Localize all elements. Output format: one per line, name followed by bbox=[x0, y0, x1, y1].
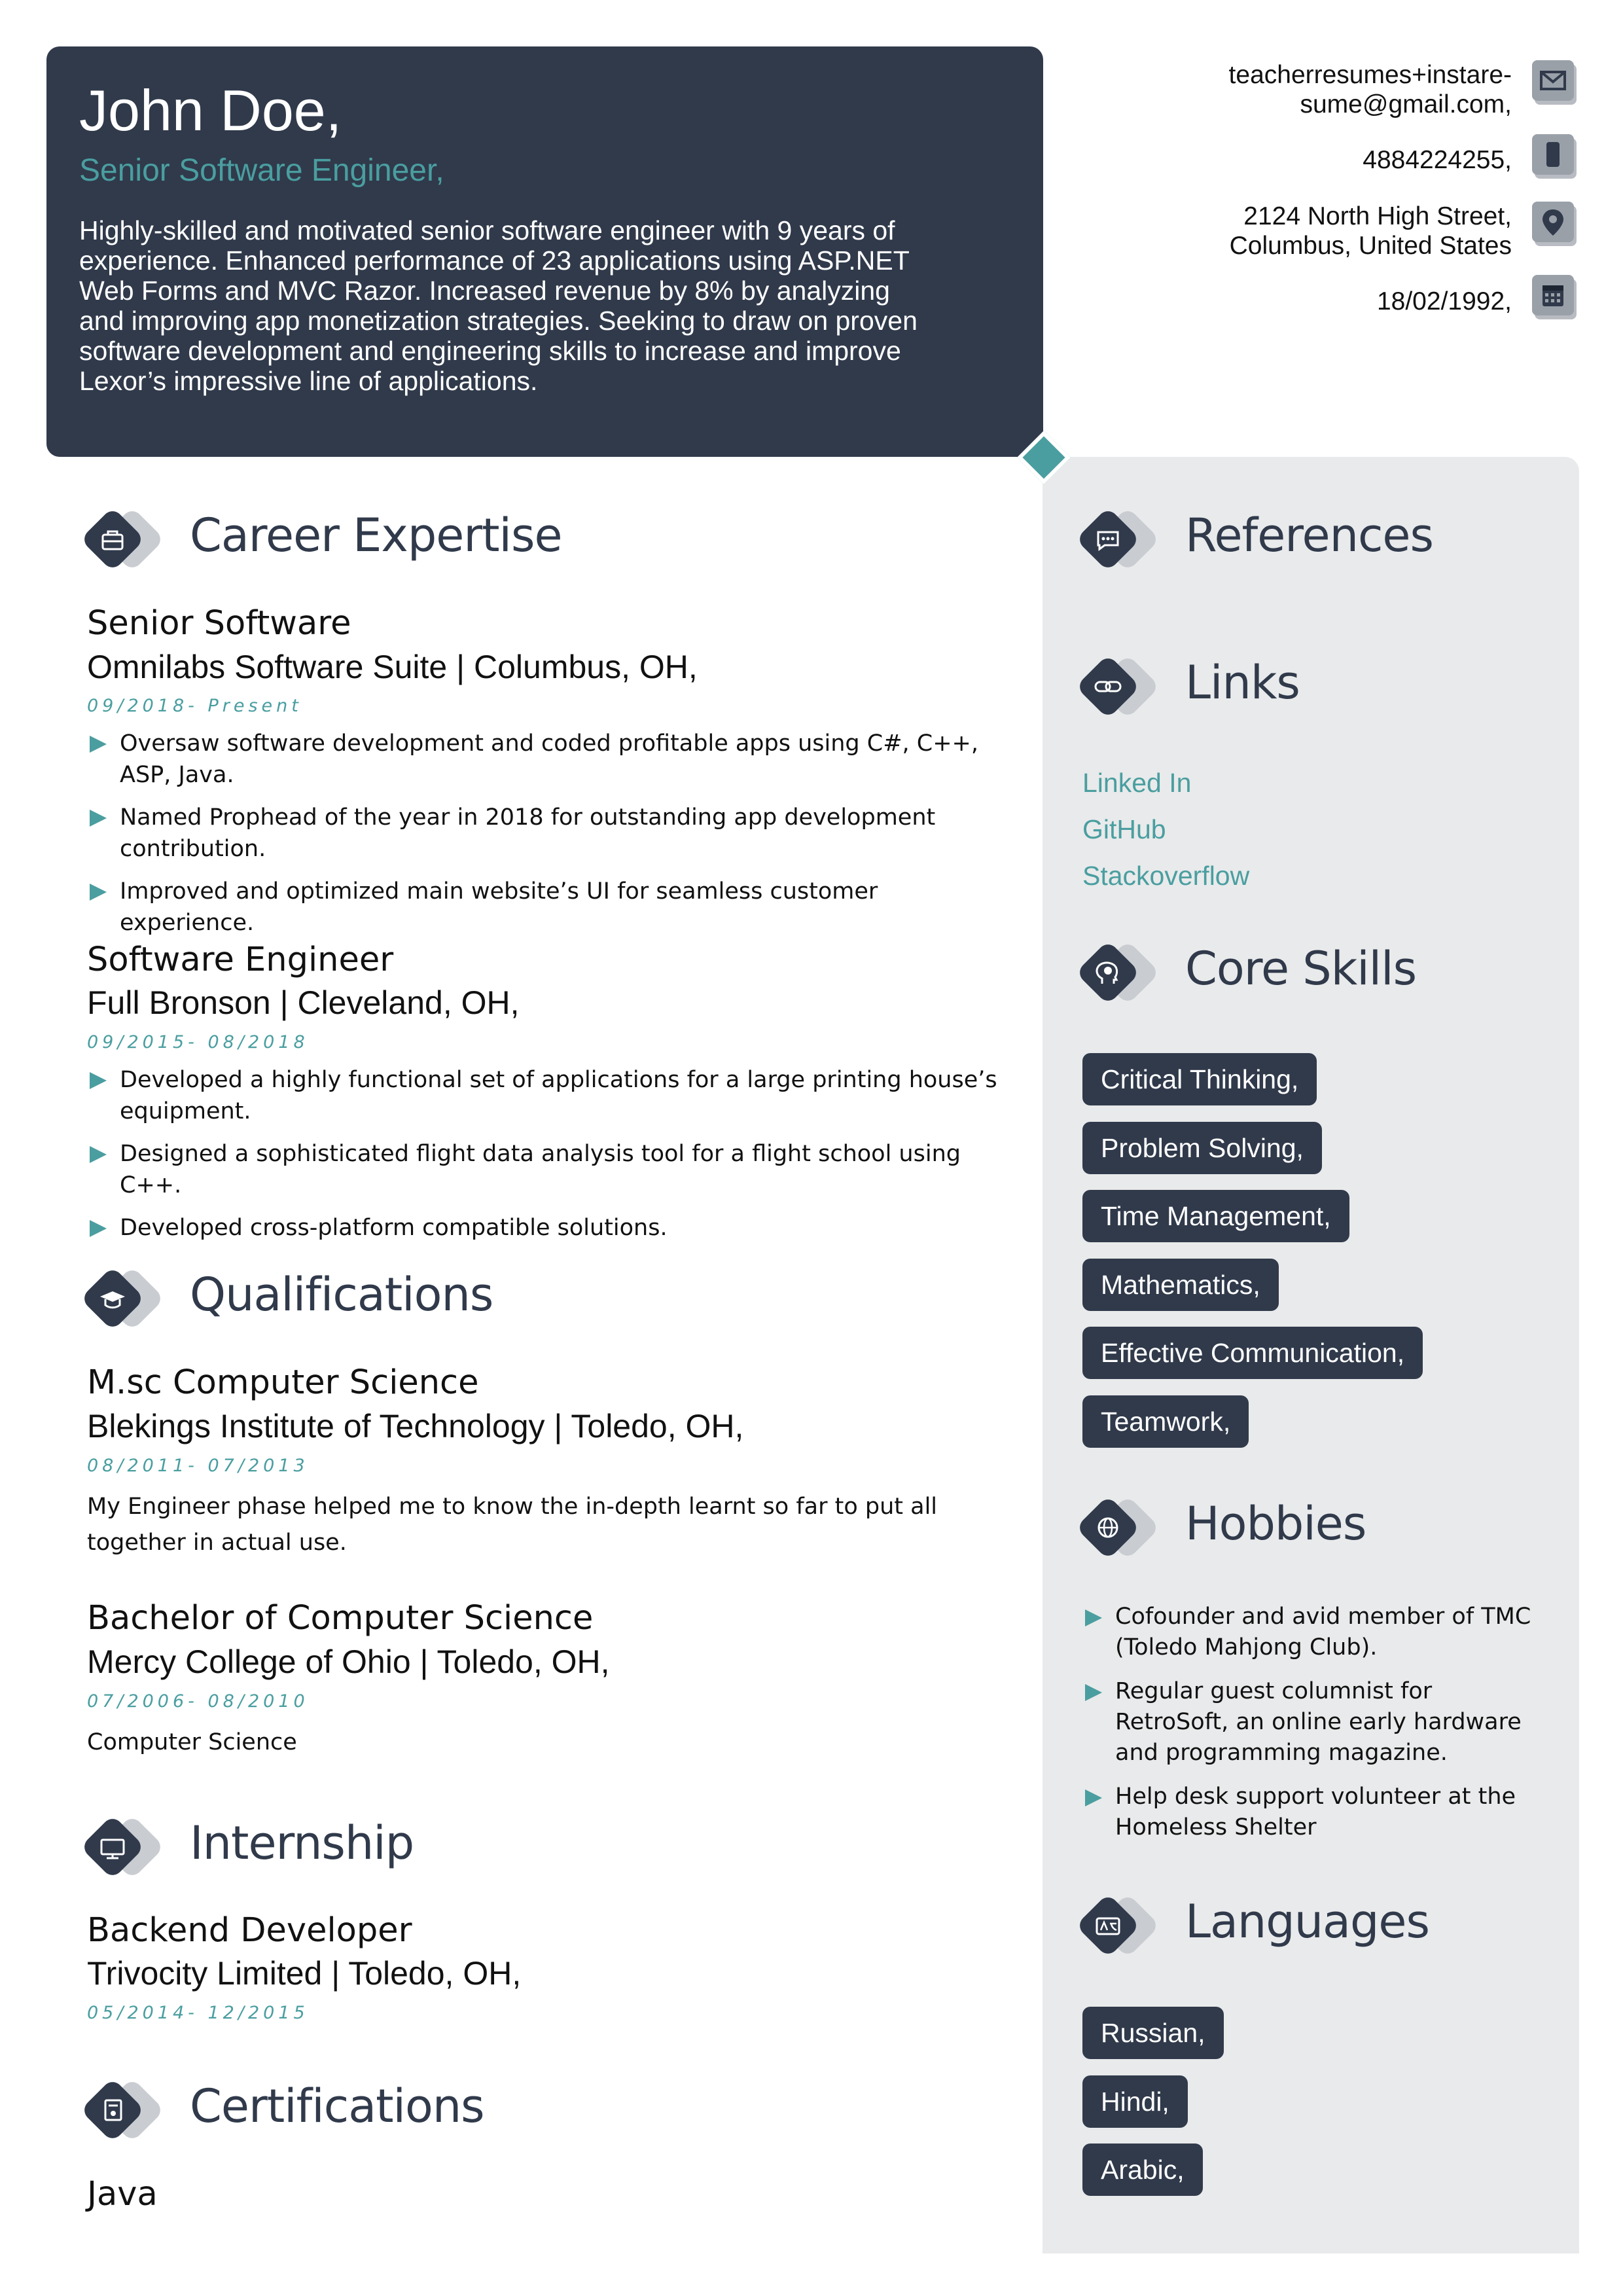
candidate-name: John Doe, bbox=[79, 78, 342, 143]
translate-icon bbox=[1071, 1887, 1169, 1965]
language-tag: Arabic, bbox=[1082, 2144, 1203, 2196]
contact-dob: 18/02/1992, bbox=[1376, 287, 1512, 315]
job-org: Omnilabs Software Suite | Columbus, OH, bbox=[87, 649, 698, 685]
job-title: Senior Software bbox=[87, 604, 351, 643]
skills-heading: Core Skills bbox=[1185, 942, 1417, 996]
link-github[interactable]: GitHub bbox=[1082, 814, 1166, 844]
links-heading: Links bbox=[1185, 656, 1300, 709]
link-linkedin[interactable]: Linked In bbox=[1082, 768, 1192, 798]
job-bullets bbox=[87, 1064, 1016, 1255]
job-date: 09/2015- 08/2018 bbox=[87, 1032, 309, 1052]
hobbies-list bbox=[1082, 1602, 1541, 1856]
skill-tag: Time Management, bbox=[1082, 1190, 1349, 1242]
degree-title: M.sc Computer Science bbox=[87, 1363, 479, 1402]
degree-description: Computer Science bbox=[87, 1729, 297, 1755]
list-item: Developed a highly functional set of applications for a large printing house’s equipment. bbox=[87, 1064, 1016, 1127]
skill-tag: Effective Communication, bbox=[1082, 1327, 1423, 1379]
degree-org: Blekings Institute of Technology | Toledo, OH, bbox=[87, 1408, 744, 1444]
phone-icon bbox=[1532, 134, 1578, 180]
certifications-heading: Certifications bbox=[190, 2079, 484, 2133]
language-tag: Hindi, bbox=[1082, 2075, 1188, 2128]
list-item: Developed cross-platform compatible solutions. bbox=[87, 1212, 1016, 1244]
internship-date: 05/2014- 12/2015 bbox=[87, 2003, 309, 2023]
degree-date: 08/2011- 07/2013 bbox=[87, 1456, 309, 1476]
briefcase-icon bbox=[75, 501, 173, 579]
references-heading: References bbox=[1185, 509, 1433, 562]
job-org: Full Bronson | Cleveland, OH, bbox=[87, 984, 520, 1021]
list-item: Designed a sophisticated flight data analysis tool for a flight school using C++. bbox=[87, 1138, 1016, 1201]
list-item: Regular guest columnist for RetroSoft, an online early hardware and programming magazine. bbox=[1082, 1676, 1541, 1768]
graduation-cap-icon bbox=[75, 1260, 173, 1338]
profile-summary: Highly-skilled and motivated senior software engineer with 9 years of experience. Enhanced performance of 23 applications using ASP.NET Web Forms and MVC Razor. Increased revenue by 8% by analyzing and improving app monetization strategies. Seeking to draw on proven software development and engineering skills to increase and improve Lexor’s impressive line of applications. bbox=[79, 215, 918, 396]
candidate-title: Senior Software Engineer, bbox=[79, 153, 444, 188]
language-tag: Russian, bbox=[1082, 2007, 1224, 2059]
career-heading: Career Expertise bbox=[190, 509, 562, 562]
brain-head-icon bbox=[1071, 934, 1169, 1013]
job-bullets bbox=[87, 728, 1016, 950]
certificate-icon bbox=[75, 2072, 173, 2150]
degree-org: Mercy College of Ohio | Toledo, OH, bbox=[87, 1643, 610, 1680]
job-title: Software Engineer bbox=[87, 941, 394, 979]
chat-icon bbox=[1071, 501, 1169, 579]
job-date: 09/2018- Present bbox=[87, 696, 302, 716]
skill-tag: Mathematics, bbox=[1082, 1259, 1279, 1311]
list-item: Improved and optimized main website’s UI for seamless customer experience. bbox=[87, 876, 1016, 939]
skill-tag: Problem Solving, bbox=[1082, 1122, 1322, 1174]
location-pin-icon bbox=[1532, 202, 1578, 247]
qualifications-heading: Qualifications bbox=[190, 1268, 493, 1321]
skill-tag: Teamwork, bbox=[1082, 1395, 1249, 1448]
internship-heading: Internship bbox=[190, 1816, 414, 1870]
contact-phone[interactable]: 4884224255, bbox=[1363, 146, 1512, 174]
internship-org: Trivocity Limited | Toledo, OH, bbox=[87, 1955, 522, 1992]
list-item: Oversaw software development and coded profitable apps using C#, C++, ASP, Java. bbox=[87, 728, 1016, 791]
globe-icon bbox=[1071, 1489, 1169, 1568]
degree-title: Bachelor of Computer Science bbox=[87, 1599, 594, 1638]
email-icon bbox=[1532, 60, 1578, 106]
languages-heading: Languages bbox=[1185, 1895, 1429, 1948]
list-item: Help desk support volunteer at the Homeless Shelter bbox=[1082, 1782, 1541, 1843]
link-stackoverflow[interactable]: Stackoverflow bbox=[1082, 861, 1250, 891]
internship-title: Backend Developer bbox=[87, 1911, 412, 1950]
certification-item: Java bbox=[87, 2175, 158, 2214]
contact-address: 2124 North High Street, Columbus, United States bbox=[1229, 202, 1512, 260]
list-item: Named Prophead of the year in 2018 for outstanding app development contribution. bbox=[87, 802, 1016, 865]
list-item: Cofounder and avid member of TMC (Toledo Mahjong Club). bbox=[1082, 1602, 1541, 1663]
computer-icon bbox=[75, 1808, 173, 1887]
degree-description: My Engineer phase helped me to know the in-depth learnt so far to put all together in actual use. bbox=[87, 1494, 938, 1556]
link-icon bbox=[1071, 648, 1169, 726]
contact-email[interactable]: teacherresumes+instare- sume@gmail.com, bbox=[1228, 61, 1512, 118]
calendar-icon bbox=[1532, 275, 1578, 321]
skill-tag: Critical Thinking, bbox=[1082, 1053, 1317, 1105]
hobbies-heading: Hobbies bbox=[1185, 1497, 1366, 1551]
degree-date: 07/2006- 08/2010 bbox=[87, 1691, 309, 1712]
